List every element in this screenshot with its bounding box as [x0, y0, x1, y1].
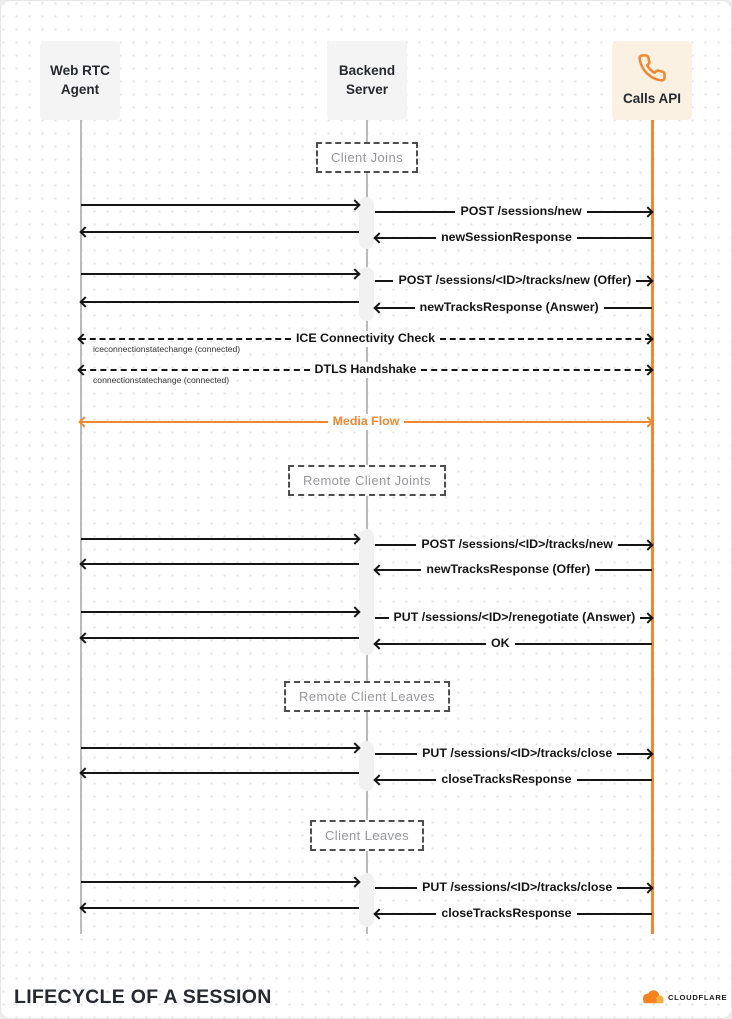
activation-bar [359, 529, 374, 655]
lifeline-webrtc-agent [80, 120, 82, 934]
message-label: newTracksResponse (Answer) [415, 300, 604, 316]
actor-label: Calls API [622, 90, 682, 106]
message-arrow [375, 907, 652, 921]
response-arrow [81, 295, 359, 309]
message-label: OK [486, 636, 515, 652]
event-note: connectionstatechange (connected) [93, 375, 230, 385]
message-arrow [375, 205, 652, 219]
phase-client-leaves: Client Leaves [310, 820, 424, 851]
message-arrow [375, 881, 652, 895]
brand-text: CLOUDFLARE [668, 992, 728, 1002]
message-label: Media Flow [328, 414, 405, 430]
request-arrow [81, 267, 359, 281]
response-arrow [81, 557, 359, 571]
message-label: PUT /sessions/<ID>/renegotiate (Answer) [389, 610, 641, 626]
event-note: iceconnectionstatechange (connected) [93, 344, 241, 354]
response-arrow [81, 901, 359, 915]
message-arrow [375, 611, 652, 625]
message-arrow [375, 231, 652, 245]
message-label: ICE Connectivity Check [291, 331, 440, 347]
actor-label: Server [345, 81, 389, 97]
activation-bar [359, 267, 374, 321]
message-label: closeTracksResponse [436, 906, 576, 922]
message-arrow [375, 274, 652, 288]
message-label: PUT /sessions/<ID>/tracks/close [417, 746, 617, 762]
request-arrow [81, 875, 359, 889]
activation-bar [359, 873, 374, 927]
media-flow-arrow [80, 415, 652, 429]
response-arrow [81, 631, 359, 645]
message-arrow [375, 747, 652, 761]
message-label: PUT /sessions/<ID>/tracks/close [417, 880, 617, 896]
actor-webrtc-agent [40, 41, 120, 120]
phase-remote-client-joints: Remote Client Joints [288, 465, 446, 496]
actor-label: Web RTC [50, 62, 110, 78]
message-arrow [375, 637, 652, 651]
request-arrow [81, 198, 359, 212]
message-label: POST /sessions/<ID>/tracks/new (Offer) [393, 273, 636, 289]
actor-label: Agent [60, 81, 100, 97]
message-arrow [375, 301, 652, 315]
cloudflare-brand [640, 989, 727, 1005]
message-label: closeTracksResponse [436, 772, 576, 788]
message-label: newSessionResponse [436, 230, 577, 246]
page-title: LIFECYCLE OF A SESSION [14, 986, 272, 1008]
message-arrow [375, 773, 652, 787]
message-arrow [375, 538, 652, 552]
message-label: POST /sessions/new [455, 204, 586, 220]
response-arrow [81, 225, 359, 239]
request-arrow [81, 741, 359, 755]
message-label: DTLS Handshake [310, 362, 422, 378]
phase-remote-client-leaves: Remote Client Leaves [284, 681, 450, 712]
actor-backend-server [327, 41, 407, 120]
activation-bar [359, 741, 374, 791]
actor-label: Backend [338, 62, 396, 78]
message-label: newTracksResponse (Offer) [421, 562, 595, 578]
request-arrow [81, 605, 359, 619]
phase-client-joins: Client Joins [316, 142, 418, 173]
phone-icon [637, 53, 667, 83]
activation-bar [359, 197, 374, 249]
message-arrow [375, 563, 652, 577]
actor-calls-api [612, 41, 692, 120]
request-arrow [81, 532, 359, 546]
response-arrow [81, 766, 359, 780]
cloudflare-logo-icon [640, 989, 665, 1005]
message-label: POST /sessions/<ID>/tracks/new [416, 537, 617, 553]
